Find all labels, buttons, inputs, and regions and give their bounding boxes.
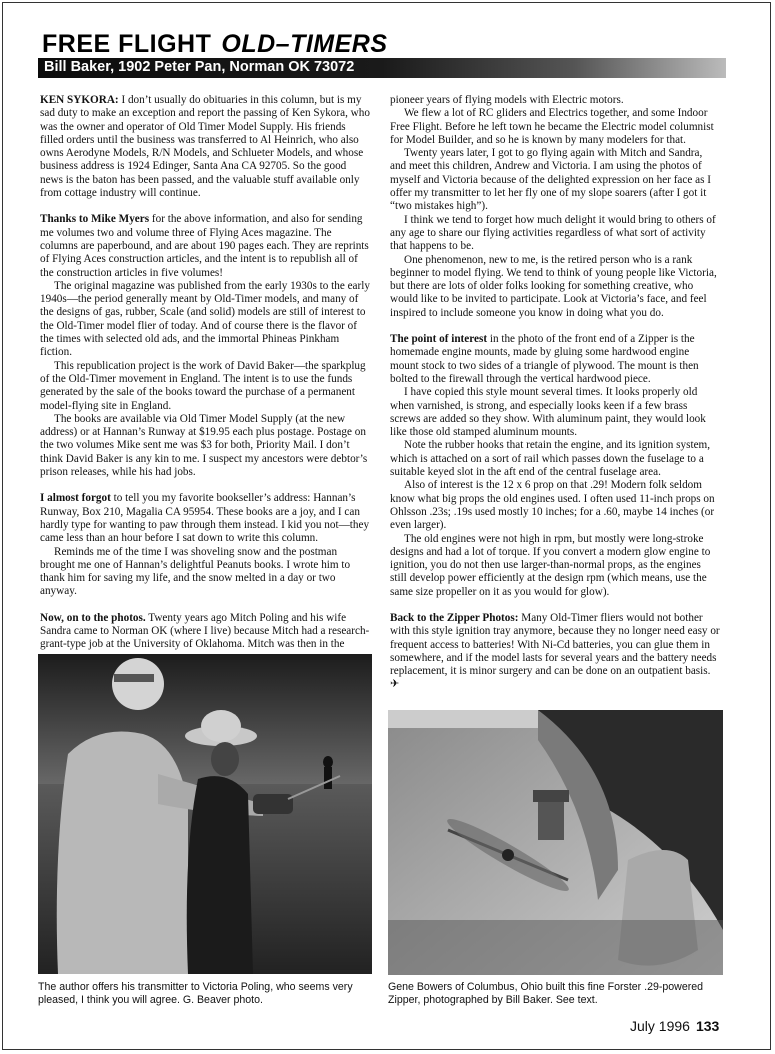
title-main: FREE FLIGHT xyxy=(42,30,212,58)
paragraph: One phenomenon, new to me, is the retired person who is a rank beginner to model flying. We tend to think of young people like Victoria, but there are lots of older folks looking for something creative, who would like to be invited to participate. Look at Victoria’s face, and feel inspired to include someone you know in doing what you do. xyxy=(390,253,717,319)
paragraph: The point of interest in the photo of the front end of a Zipper is the homemade engine mounts, made by gluing some hardwood engine mount stock to two sides of a triangle of plywood. The mount is then bolted to the firewall through the vertical hardwood piece. xyxy=(390,333,699,385)
byline: Bill Baker, 1902 Peter Pan, Norman OK 73072 xyxy=(44,59,355,75)
page-number: 133 xyxy=(695,1018,720,1034)
title-italic: OLD–TIMERS xyxy=(221,30,388,58)
paragraph: We flew a lot of RC gliders and Electrics together, and some Indoor Free Flight. Before he left town he became the Electric model columnist for Model Builder, and so he is known by many modelers for that. xyxy=(390,107,714,146)
paragraph: I think we tend to forget how much delight it would bring to others of any age to share our flying activities regardless of what sort of activity that happens to be. xyxy=(390,213,716,253)
paragraph: Note the rubber hooks that retain the engine, and its ignition system, which is attached on a sort of rail which passes down the fuselage to a suitable keyed slot in the aft end of the central fuselage area. xyxy=(390,439,711,479)
byline-bar xyxy=(38,58,726,78)
paragraph: This republication project is the work of David Baker—the sparkplug of the Old-Timer movement in England. The intent is to use the funds generated by the sale of the books toward the purchase of a permanent model-flying site in England. xyxy=(40,359,366,412)
photo-illustration xyxy=(38,654,372,974)
column-title xyxy=(42,30,388,59)
paragraph: pioneer years of flying models with Electric motors. xyxy=(390,94,624,106)
caption-right: Gene Bowers of Columbus, Ohio built this fine Forster .29-powered Zipper, photographed by Bill Baker. See text. xyxy=(388,981,704,1006)
paragraph: The original magazine was published from the early 1930s to the early 1940s—the period generally meant by Old-Timer models, and many of the designs of gas, rubber, Scale (and solid) models are still of interest to the Old-Timer model flier of today. And of course there is the flavor of the times with selected old ads, and the immortal Phineas Pinkham fiction. xyxy=(40,279,370,359)
photo-zipper-engine xyxy=(388,710,723,975)
paragraph: Reminds me of the time I was shoveling snow and the postman brought me one of Hannan’s delightful Peanuts books. I wrote him to thank him for saving my life, and the snow melted in a day or two anyway. xyxy=(40,545,351,598)
paragraph: Now, on to the photos. Twenty years ago Mitch Poling and his wife Sandra came to Norman OK (where I live) because Mitch had a research-grant-type job at the University of Oklahoma. Mitch was then in the xyxy=(40,611,370,651)
paragraph: The old engines were not high in rpm, but mostly were long-stroke designs and had a lot of torque. If you convert a modern glow engine to ignition, you do not then use larger-than-normal props, as the engines still develop power efficiently at the design rpm (which means, use the same size propeller on it as you would for glow). xyxy=(390,532,711,598)
paragraph: I almost forgot to tell you my favorite bookseller’s address: Hannan’s Runway, Box 210, Magalia CA 95954. These books are a joy, and I can hardly type for wanting to paw through them instead. I kid you not—they came less than an hour before I sat down to write this column. xyxy=(40,492,370,545)
paragraph: The books are available via Old Timer Model Supply (at the new address) or at Hannan’s Runway at $19.95 each plus postage. Postage on the two volumes Mike sent me was $3 for both, Priority Mail. I don’t think David Baker is any kin to me. I suspect my ancestors were debtor’s prison releases, while his had jobs. xyxy=(40,412,368,479)
paragraph: Thanks to Mike Myers for the above information, and also for sending me volumes two and volume three of Flying Aces magazine. The columns are paperbound, and are about 190 pages each. They are reprints of Flying Aces construction articles, and the intent is to republish all of the construction articles in five volumes! xyxy=(40,213,369,279)
issue-date: July 1996 xyxy=(630,1018,690,1034)
paragraph: Twenty years later, I got to go flying again with Mitch and Sandra, and meet this children, Andrew and Victoria. I am using the photos of myself and Victoria because of the delighted expression on her face as I offer my transmitter to let her fly one of my slope soarers (after I got it “two mistakes high”). xyxy=(390,147,711,213)
paragraph: I have copied this style mount several times. It looks properly old when varnished, is strong, and especially looks keen if a few brass screws are added so they show. With aluminum paint, they would look like those old stamped aluminum mounts. xyxy=(390,386,706,439)
paragraph: Back to the Zipper Photos: Many Old-Timer fliers would not bother with this style ignition tray anymore, because they no longer need easy or frequent access to batteries! With Ni-Cd batteries, you can glue them in somewhere, and if the model lasts for several years and the battery needs replacement, it is minor surgery and can be done on an outpatient basis. ✈ xyxy=(390,611,720,691)
caption-left: The author offers his transmitter to Victoria Poling, who seems very pleased, I think you will agree. G. Beaver photo. xyxy=(38,981,353,1006)
paragraph: KEN SYKORA: I don’t usually do obituaries in this column, but is my sad duty to make an exception and report the passing of Ken Sykora, who was the owner and operator of Old Timer Model Supply. His friends filled orders until the business was transferred to Al Heinrich, who also owns Aerodyne Models, R/N Models, and Schlueter Models, and whose business address is 1924 Edinger, Santa Ana CA 92705. So the good news is the baton has been passed, and the valuable stuff available only from cottage industry will continue. xyxy=(40,94,370,200)
photo-author-victoria xyxy=(38,654,372,974)
column-left xyxy=(40,94,372,652)
column-right xyxy=(390,94,720,692)
page-footer xyxy=(630,1018,719,1034)
photo-illustration xyxy=(388,710,723,975)
paragraph: Also of interest is the 12 x 6 prop on that .29! Modern folk seldom know what big props the old engines used. I often used 11-inch props on Ohlsson .23s; .19s used mostly 10 inches; for a .60, maybe 14 inches (or even larger). xyxy=(390,479,715,532)
